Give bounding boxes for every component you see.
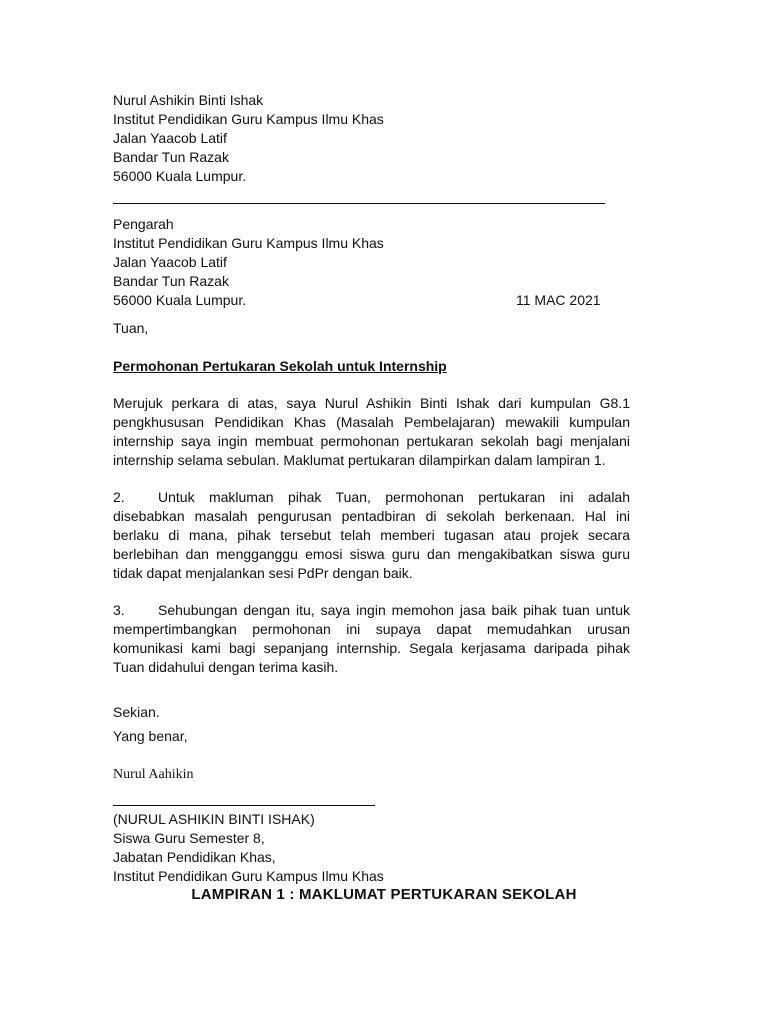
paragraph-3-number: 3. — [113, 602, 125, 618]
salutation: Tuan, — [113, 320, 149, 336]
recipient-title: Pengarah — [113, 216, 174, 232]
closing-yang-benar: Yang benar, — [113, 728, 188, 744]
sender-name: Nurul Ashikin Binti Ishak — [113, 92, 264, 108]
paragraph-1: Merujuk perkara di atas, saya Nurul Ashikin Binti Ishak dari kumpulan G8.1 pengkhususan Pendidikan Khas (Masalah Pembelajaran) mewakili kumpulan internship saya ingin membuat permohonan pertukaran sekolah bagi menjalani internship selama sebulan. Maklumat pertukaran dilampirkan dalam lampiran 1. — [113, 395, 630, 468]
paragraph-3-text: Sehubungan dengan itu, saya ingin memohon jasa baik pihak tuan untuk mempertimbangkan permohonan ini supaya dapat memudahkan urusan komunikasi kami bagi sepanjang internship. Segala kerjasama daripada pihak Tuan didahului dengan terima kasih. — [113, 602, 630, 675]
signatory-block — [113, 810, 630, 886]
signatory-department: Jabatan Pendidikan Khas, — [113, 849, 276, 865]
letter-date: 11 MAC 2021 — [516, 292, 601, 308]
sender-area: Bandar Tun Razak — [113, 149, 229, 165]
paragraph-2-text: Untuk makluman pihak Tuan, permohonan pertukaran ini adalah disebabkan masalah pengurusan pentadbiran di sekolah berkenaan. Hal ini berlaku di mana, pihak tersebut telah memberi tugasan atau projek secara berlebihan dan mengganggu emosi siswa guru dan mengakibatkan siswa guru tidak dapat menjalankan sesi PdPr dengan baik. — [113, 489, 630, 581]
header-divider — [113, 203, 605, 204]
paragraph-2 — [113, 488, 630, 583]
closing-sekian: Sekian. — [113, 704, 160, 720]
recipient-institution: Institut Pendidikan Guru Kampus Ilmu Khas — [113, 235, 384, 251]
letter-subject: Permohonan Pertukaran Sekolah untuk Internship — [113, 358, 447, 374]
recipient-area: Bandar Tun Razak — [113, 273, 229, 289]
sender-address — [113, 91, 630, 186]
signatory-position: Siswa Guru Semester 8, — [113, 830, 265, 846]
recipient-street: Jalan Yaacob Latif — [113, 254, 227, 270]
sender-institution: Institut Pendidikan Guru Kampus Ilmu Khas — [113, 111, 384, 127]
lampiran-heading: LAMPIRAN 1 : MAKLUMAT PERTUKARAN SEKOLAH — [191, 886, 577, 903]
paragraph-3 — [113, 601, 630, 677]
signatory-name: (NURUL ASHIKIN BINTI ISHAK) — [113, 811, 315, 827]
recipient-city: 56000 Kuala Lumpur. — [113, 292, 247, 308]
signature-line — [113, 805, 375, 806]
sender-street: Jalan Yaacob Latif — [113, 130, 227, 146]
sender-city: 56000 Kuala Lumpur. — [113, 168, 247, 184]
signatory-institution: Institut Pendidikan Guru Kampus Ilmu Khas — [113, 868, 384, 884]
paragraph-2-number: 2. — [113, 489, 125, 505]
signature: Nurul Aahikin — [113, 767, 194, 782]
